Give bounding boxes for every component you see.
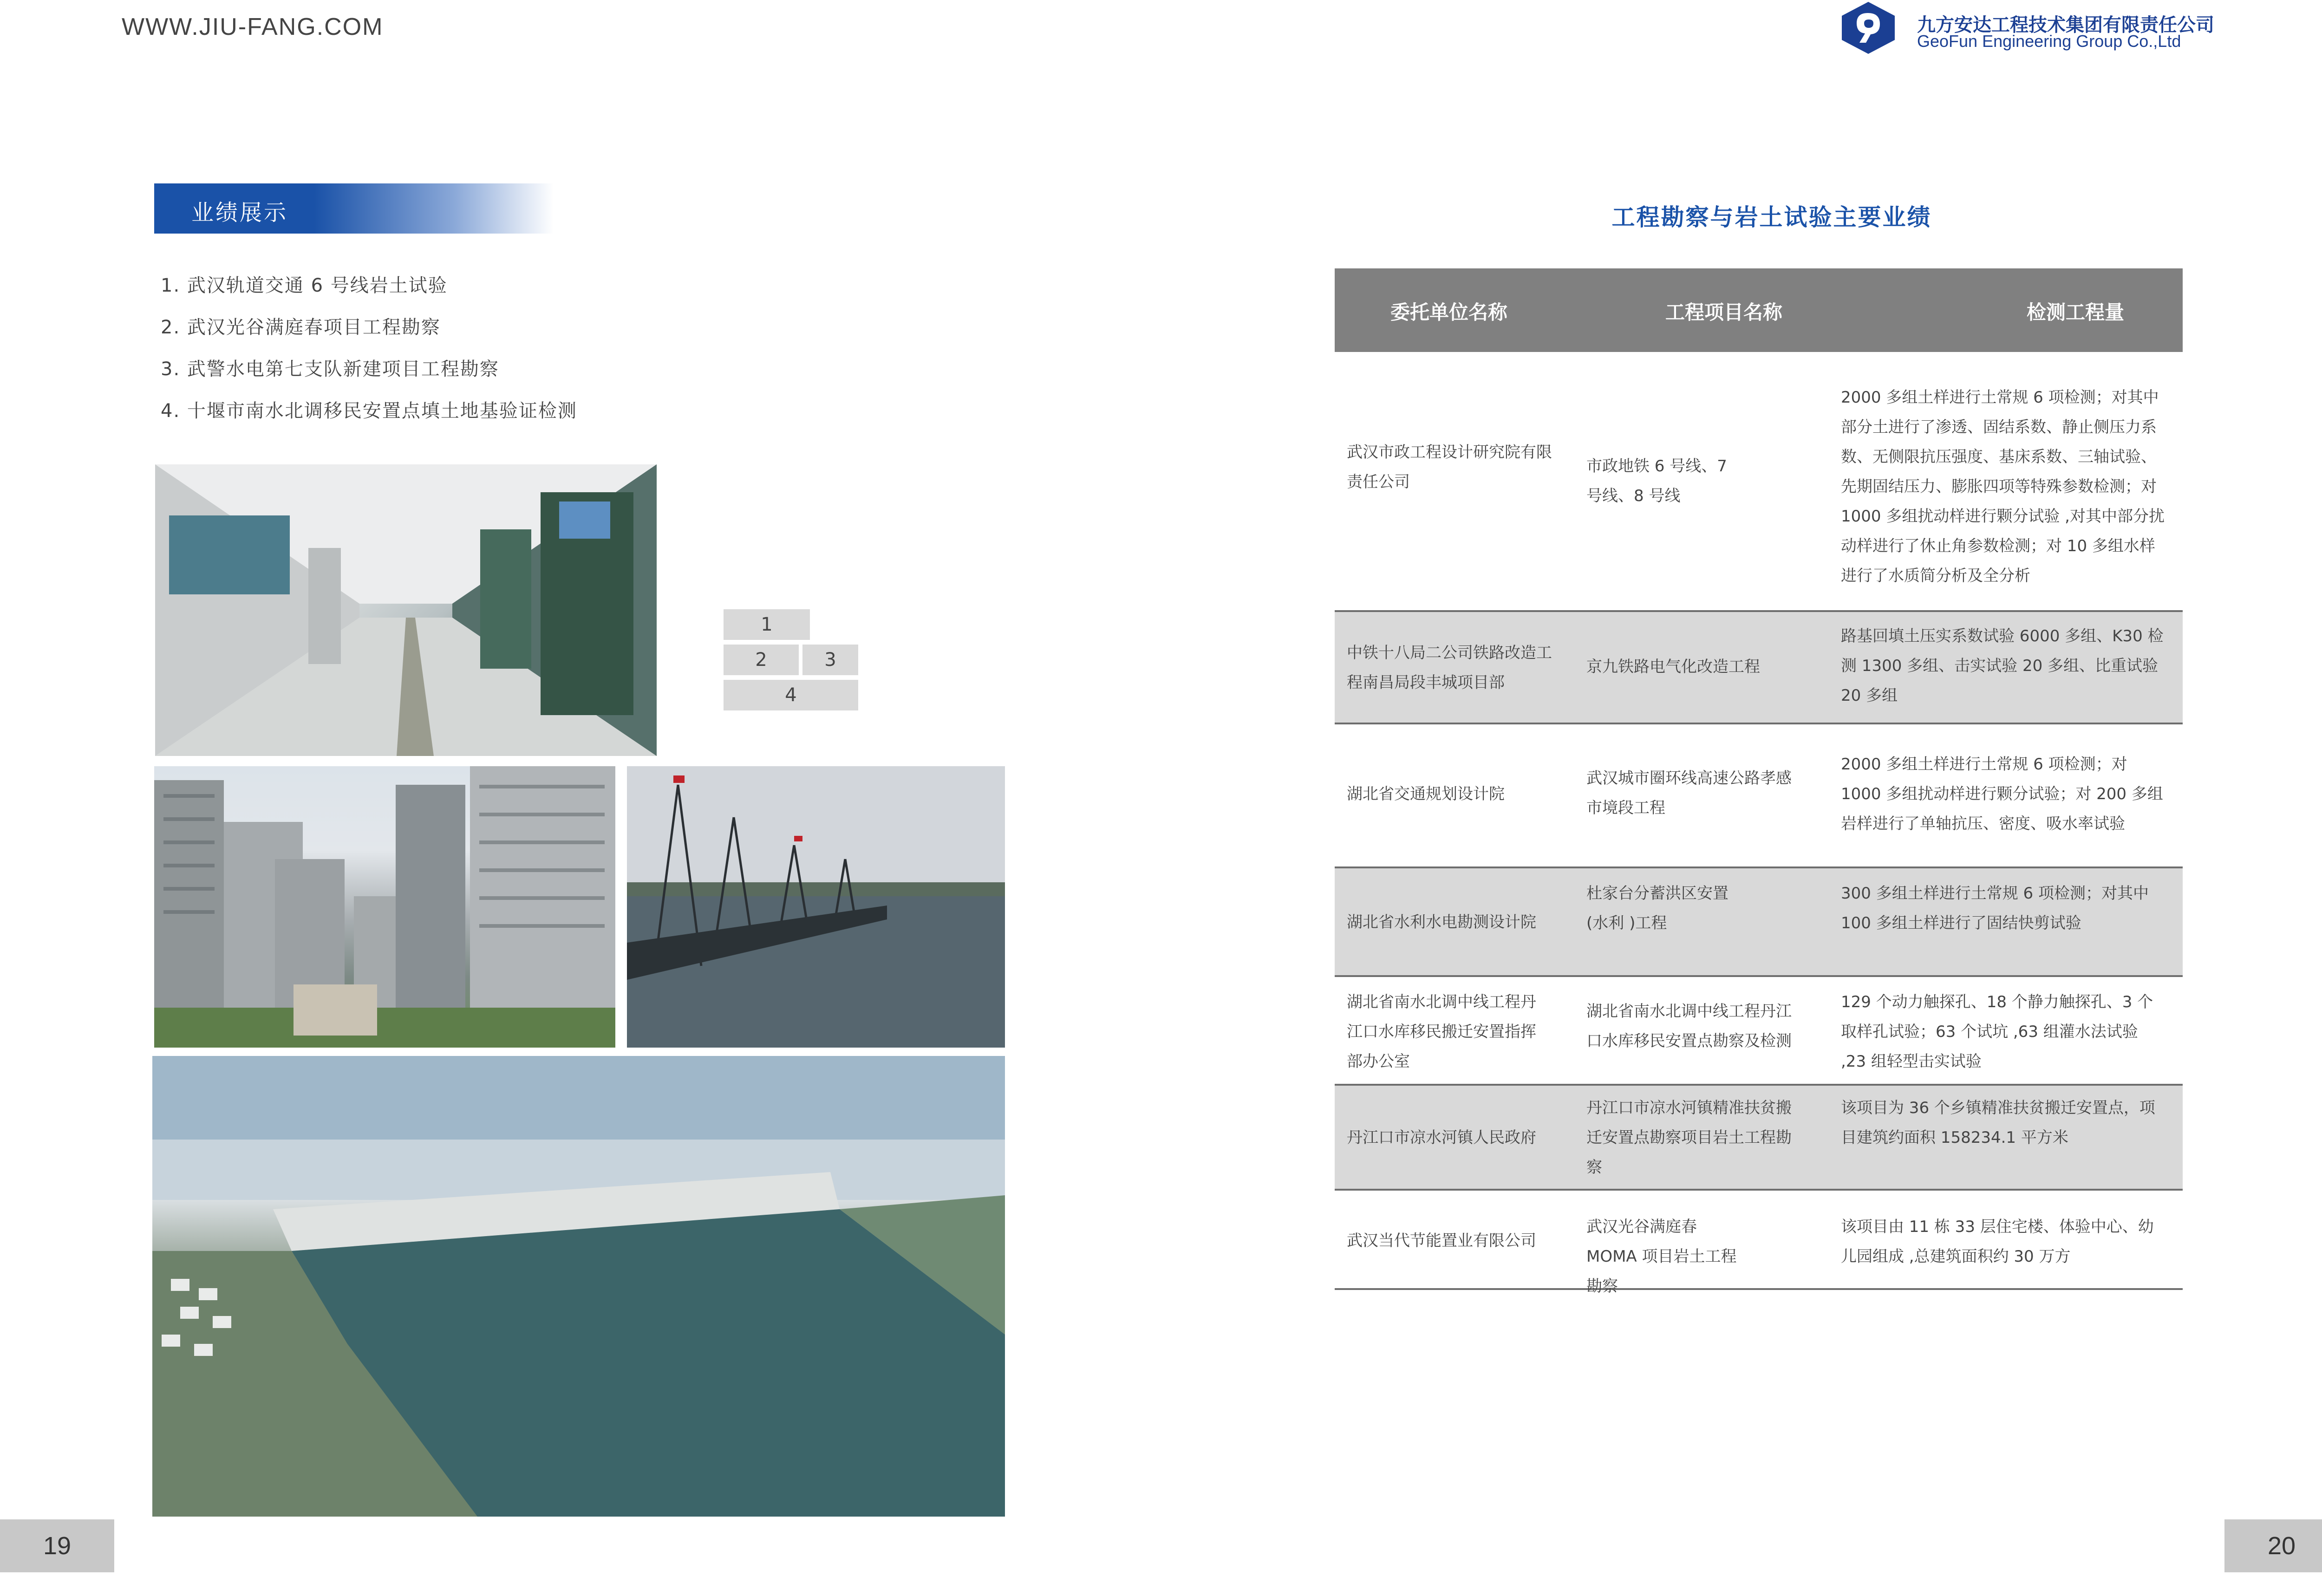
cell-scope: 300 多组土样进行土常规 6 项检测；对其中 100 多组土样进行了固结快剪试验	[1841, 884, 2149, 932]
photo-drilling-on-water	[627, 766, 1005, 1048]
cell-scope: 2000 多组土样进行土常规 6 项检测；对其中部分土进行了渗透、固结系数、静止侧压力系数、无侧限抗压强度、基床系数、三轴试验、先期固结压力、膨胀四项等特殊参数检测；对 1000 多组扰动样进行颗分试验 ,对其中部分扰动样进行了休止角参数检测；对 10 多组水样进行了水质简分析及全分析	[1841, 388, 2165, 585]
cell-project: 京九铁路电气化改造工程	[1586, 658, 1760, 676]
list-item: 3. 武警水电第七支队新建项目工程勘察	[161, 358, 499, 380]
section-title: 业绩展示	[191, 200, 288, 226]
website-url[interactable]: WWW.JIU-FANG.COM	[122, 13, 384, 40]
list-item: 2. 武汉光谷满庭春项目工程勘察	[161, 317, 441, 338]
cell-client: 湖北省水利水电勘测设计院	[1347, 913, 1536, 932]
photo-residential-towers-art	[154, 766, 615, 1048]
cell-project: 武汉城市圈环线高速公路孝感市境段工程	[1586, 769, 1792, 817]
page-number-left: 19	[0, 1519, 114, 1572]
project-list	[161, 272, 577, 439]
table-row	[1335, 1191, 2183, 1296]
photo-drilling-on-water-art	[627, 766, 1005, 1048]
cell-client: 湖北省交通规划设计院	[1347, 785, 1505, 803]
photo-dam-aerial-art	[152, 1056, 1005, 1517]
list-item: 4. 十堰市南水北调移民安置点填土地基验证检测	[161, 400, 577, 422]
cell-client: 湖北省南水北调中线工程丹江口水库移民搬迁安置指挥部办公室	[1347, 993, 1536, 1071]
cell-project: 湖北省南水北调中线工程丹江口水库移民安置点勘察及检测	[1586, 1002, 1792, 1050]
photo-index-4: 4	[723, 679, 859, 711]
table-row	[1335, 612, 2183, 724]
company-logo	[1838, 0, 2321, 56]
cell-scope: 路基回填土压实系数试验 6000 多组、K30 检测 1300 多组、击实试验 20 多组、比重试验 20 多组	[1841, 627, 2164, 705]
cell-scope: 2000 多组土样进行土常规 6 项检测；对 1000 多组扰动样进行颗分试验；对 200 多组岩样进行了单轴抗压、密度、吸水率试验	[1841, 755, 2163, 833]
cell-project: 市政地铁 6 号线、7 号线、8 号线	[1586, 457, 1727, 505]
company-name-cn: 九方安达工程技术集团有限责任公司	[1917, 14, 2214, 36]
table-header	[1335, 268, 2183, 352]
cell-client: 中铁十八局二公司铁路改造工程南昌局段丰城项目部	[1347, 644, 1552, 692]
table-row	[1335, 977, 2183, 1086]
page-number-right: 20	[2224, 1519, 2322, 1572]
cell-client: 丹江口市凉水河镇人民政府	[1347, 1128, 1536, 1147]
company-name-en: GeoFun Engineering Group Co.,Ltd	[1917, 32, 2181, 51]
table-row	[1335, 352, 2183, 612]
cell-project: 武汉光谷满庭春 MOMA 项目岩土工程勘察	[1586, 1218, 1737, 1296]
cell-scope: 该项目由 11 栋 33 层住宅楼、体验中心、幼儿园组成 ,总建筑面积约 30 万方	[1841, 1218, 2154, 1266]
list-item: 1. 武汉轨道交通 6 号线岩土试验	[161, 275, 448, 296]
photo-dam-aerial	[152, 1056, 1005, 1517]
section-banner	[154, 183, 554, 234]
cell-project: 丹江口市凉水河镇精准扶贫搬迁安置点勘察项目岩土工程勘察	[1586, 1099, 1792, 1177]
table-row	[1335, 868, 2183, 977]
photo-subway-station	[155, 464, 657, 756]
photo-index-3: 3	[802, 644, 859, 676]
table-row	[1335, 724, 2183, 868]
photo-subway-station-art	[155, 464, 657, 756]
cell-client: 武汉当代节能置业有限公司	[1347, 1231, 1536, 1250]
cell-scope: 129 个动力触探孔、18 个静力触探孔、3 个取样孔试验；63 个试坑 ,63 组灌水法试验 ,23 组轻型击实试验	[1841, 993, 2153, 1071]
column-header-scope: 检测工程量	[2027, 301, 2125, 324]
cell-scope: 该项目为 36 个乡镇精准扶贫搬迁安置点，项目建筑约面积 158234.1 平方米	[1841, 1099, 2155, 1147]
table-title: 工程勘察与岩土试验主要业绩	[1611, 204, 1932, 231]
company-logo-icon	[1838, 0, 1898, 56]
performance-table	[1335, 268, 2183, 1296]
photo-index-1: 1	[723, 608, 811, 641]
photo-index-2: 2	[723, 644, 800, 676]
cell-client: 武汉市政工程设计研究院有限责任公司	[1347, 443, 1552, 491]
column-header-client: 委托单位名称	[1390, 301, 1508, 324]
column-header-project: 工程项目名称	[1665, 301, 1783, 324]
table-row	[1335, 1086, 2183, 1191]
photo-residential-towers	[154, 766, 615, 1048]
cell-project: 杜家台分蓄洪区安置 (水利 )工程	[1586, 884, 1728, 932]
